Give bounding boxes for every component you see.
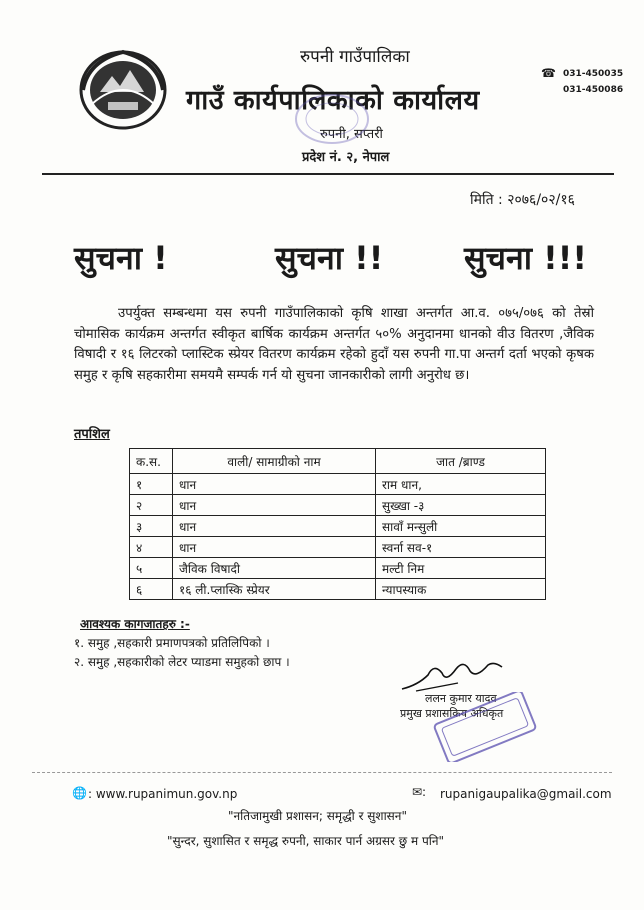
cell-variety: न्यापस्याक [376,579,546,600]
required-document-item: १. समुह ,सहकारी प्रमाणपत्रको प्रतिलिपिको । [74,636,270,650]
signer-title: प्रमुख प्रशासकिय अधिकृत [400,707,504,720]
table-row [130,495,546,516]
notice-body: उपर्युक्त सम्बन्धमा यस रुपनी गाउँपालिकाको कृषि शाखा अन्तर्गत आ.व. ०७५/०७६ को तेस्रो चोमासिक कार्यक्रम अन्तर्गत स्वीकृत बार्षिक कार्यक्रम अन्तर्गत ५०% अनुदानमा धानको वीउ वितरण ,जैविक विषादी र १६ लिटरको प्लास्टिक स्प्रेयर वितरण कार्यक्रम रहेको हुदाँ यस रुपनी गा.पा अन्तर्ग दर्ता भएको कृषक समुह र कृषि सहकारीमा समयमै सम्पर्क गर्न यो सुचना जानकारीको लागी अनुरोध छ। [74,306,594,383]
table-row [130,537,546,558]
required-documents-title: आवश्यक कागजातहरु :- [80,617,190,631]
motto-line-2: "सुन्दर, सुशासित र समृद्ध रुपनी, साकार पार्न अग्रसर छु म पनि" [167,834,445,848]
telephone-icon: ☎ [541,66,556,80]
office-province: प्रदेश नं. २, नेपाल [302,150,390,165]
cell-sn: १ [130,474,173,495]
mail-icon: ✉: [412,785,427,799]
column-header-sn: क.स. [130,449,173,474]
cell-variety: राम धान, [376,474,546,495]
cell-sn: ५ [130,558,173,579]
date-line: मिति : २०७६/०२/१६ [470,192,575,208]
column-header-variety: जात /ब्राण्ड [376,449,546,474]
office-address: रुपनी, सप्तरी [320,127,383,142]
cell-sn: ३ [130,516,173,537]
motto-line-1: "नतिजामुखी प्रशासन; समृद्धी र सुशासन" [228,809,407,823]
cell-sn: २ [130,495,173,516]
cell-variety: स्वर्ना सव-१ [376,537,546,558]
details-label: तपशिल [74,427,110,442]
cell-sn: ४ [130,537,173,558]
signer-name: ललन कुमार यादव [425,692,497,705]
cell-item: धान [173,537,376,558]
cell-sn: ६ [130,579,173,600]
cell-variety: सुख्खा -३ [376,495,546,516]
table-row [130,558,546,579]
table-row [130,579,546,600]
nepal-government-emblem-icon [78,46,168,131]
notice-heading-3: सुचना !!! [464,239,587,277]
phone-number-2: 031-450086 [563,85,624,95]
globe-icon: 🌐 [72,786,87,800]
table-header-row [130,449,546,474]
office-stamp-faint [292,92,372,147]
notice-heading-2: सुचना !! [275,239,384,277]
cell-item: धान [173,495,376,516]
phone-number-1: 031-450035 [563,69,624,79]
header-divider [42,173,614,175]
cell-variety: मल्टी निम [376,558,546,579]
table-row [130,516,546,537]
notice-heading-1: सुचना ! [74,239,168,277]
required-document-item: २. समुह ,सहकारीको लेटर प्याडमा समुहको छाप । [74,655,290,669]
column-header-item: वाली/ सामाग्रीको नाम [173,449,376,474]
items-table [129,448,546,600]
official-rubber-stamp [430,692,540,762]
cell-item: १६ ली.प्लास्कि स्प्रेयर [173,579,376,600]
office-title: गाउँ कार्यपालिकाको कार्यालय [186,85,480,116]
footer-divider [32,772,612,773]
cell-item: जैविक विषादी [173,558,376,579]
cell-item: धान [173,516,376,537]
table-row [130,474,546,495]
email-link[interactable]: rupanigaupalika@gmail.com [440,787,612,801]
cell-variety: सावाँ मन्सुली [376,516,546,537]
handwritten-signature [398,655,508,695]
office-name: रुपनी गाउँपालिका [300,47,410,67]
website-link[interactable]: : www.rupanimun.gov.np [88,787,238,801]
cell-item: धान [173,474,376,495]
